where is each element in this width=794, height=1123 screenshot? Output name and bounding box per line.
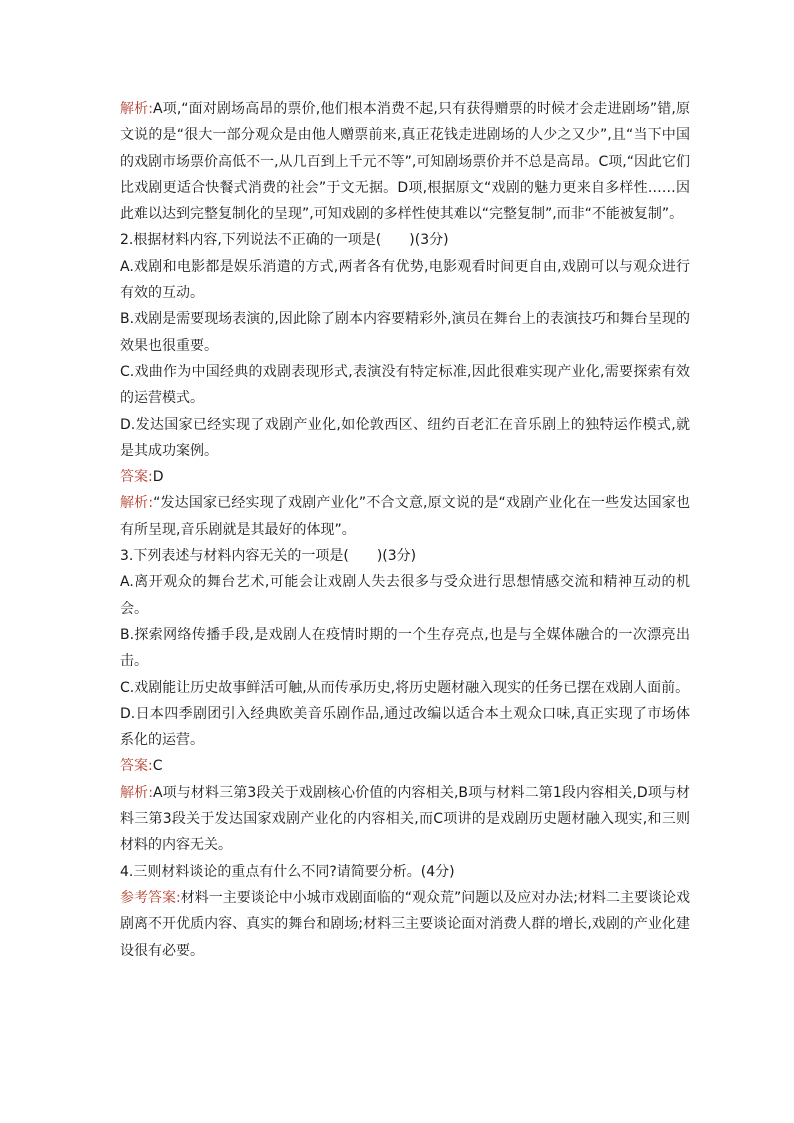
question-4-stem: 4.三则材料谈论的重点有什么不同?请简要分析。(4分): [120, 863, 455, 880]
question-3-option-a: A.离开观众的舞台艺术,可能会让戏剧人失去很多与受众进行思想情感交流和精神互动的机会。: [120, 574, 690, 617]
analysis-text: “发达国家已经实现了戏剧产业化”不合文意,原文说的是“戏剧产业化在一些发达国家也有所呈现,音乐剧就是其最好的体现”。: [120, 495, 690, 538]
reference-answer-text: 材料一主要谈论中小城市戏剧面临的“观众荒”问题以及应对办法;材料二主要谈论戏剧离不开优质内容、真实的舞台和剧场;材料三主要谈论面对消费人群的增长,戏剧的产业化建设很有必要。: [120, 889, 690, 959]
analysis-label: 解析:: [120, 784, 153, 801]
q1-analysis: [120, 96, 690, 227]
question-3-option-b: B.探索网络传播手段,是戏剧人在疫情时期的一个生存亮点,也是与全媒体融合的一次漂亮出击。: [120, 626, 690, 670]
analysis-label: 解析:: [120, 495, 154, 512]
question-2-analysis: [120, 490, 690, 543]
answer-value: D: [152, 469, 164, 486]
question-4-answer: [120, 885, 690, 964]
document-page: [120, 96, 690, 964]
question-3-analysis: [120, 780, 690, 859]
question-2-option-d: D.发达国家已经实现了戏剧产业化,如伦敦西区、纽约百老汇在音乐剧上的独特运作模式,就是其成功案例。: [120, 416, 690, 459]
question-3-option-d: D.日本四季剧团引入经典欧美音乐剧作品,通过改编以适合本土观众口味,真正实现了市场体系化的运营。: [120, 705, 690, 749]
question-2-option-c: C.戏曲作为中国经典的戏剧表现形式,表演没有特定标准,因此很难实现产业化,需要探索有效的运营模式。: [120, 363, 690, 407]
question-3-option-c: C.戏剧能让历史故事鲜活可触,从而传承历史,将历史题材融入现实的任务已摆在戏剧人面前。: [120, 679, 690, 696]
answer-label: 答案:: [120, 469, 153, 486]
question-3-answer: [120, 753, 690, 779]
answer-value: C: [152, 758, 163, 775]
analysis-label: 解析:: [120, 101, 153, 117]
question-3-stem: 3.下列表述与材料内容无关的一项是( )(3分): [120, 548, 417, 565]
analysis-text: A项,“面对剧场高昂的票价,他们根本消费不起,只有获得赠票的时候才会走进剧场”错,原文说的是“很大一部分观众是由他人赠票前来,真正花钱走进剧场的人少之又少”,且“当下中国的戏剧市场票价高低不一,从几百到上千元不等”,可知剧场票价并不总是高昂。C项,“因此它们比戏剧更适合快餐式消费的社会”于文无据。D项,根据原文“戏剧的魅力更来自多样性……因此难以达到完整复制化的呈现”,可知戏剧的多样性使其难以“完整复制”,而非“不能被复制”。: [120, 101, 690, 223]
question-2-answer: [120, 464, 690, 490]
question-2-stem: 2.根据材料内容,下列说法不正确的一项是( )(3分): [120, 232, 449, 249]
answer-label: 答案:: [120, 758, 153, 775]
question-2-option-b: B.戏剧是需要现场表演的,因此除了剧本内容要精彩外,演员在舞台上的表演技巧和舞台呈现的效果也很重要。: [120, 311, 690, 354]
question-2-option-a: A.戏剧和电影都是娱乐消遣的方式,两者各有优势,电影观看时间更自由,戏剧可以与观众进行有效的互动。: [120, 258, 690, 302]
analysis-text: A项与材料三第3段关于戏剧核心价值的内容相关,B项与材料二第1段内容相关,D项与材料三第3段关于发达国家戏剧产业化的内容相关,而C项讲的是戏剧历史题材融入现实,和三则材料的内容无关。: [120, 784, 690, 854]
reference-answer-label: 参考答案:: [120, 889, 181, 906]
